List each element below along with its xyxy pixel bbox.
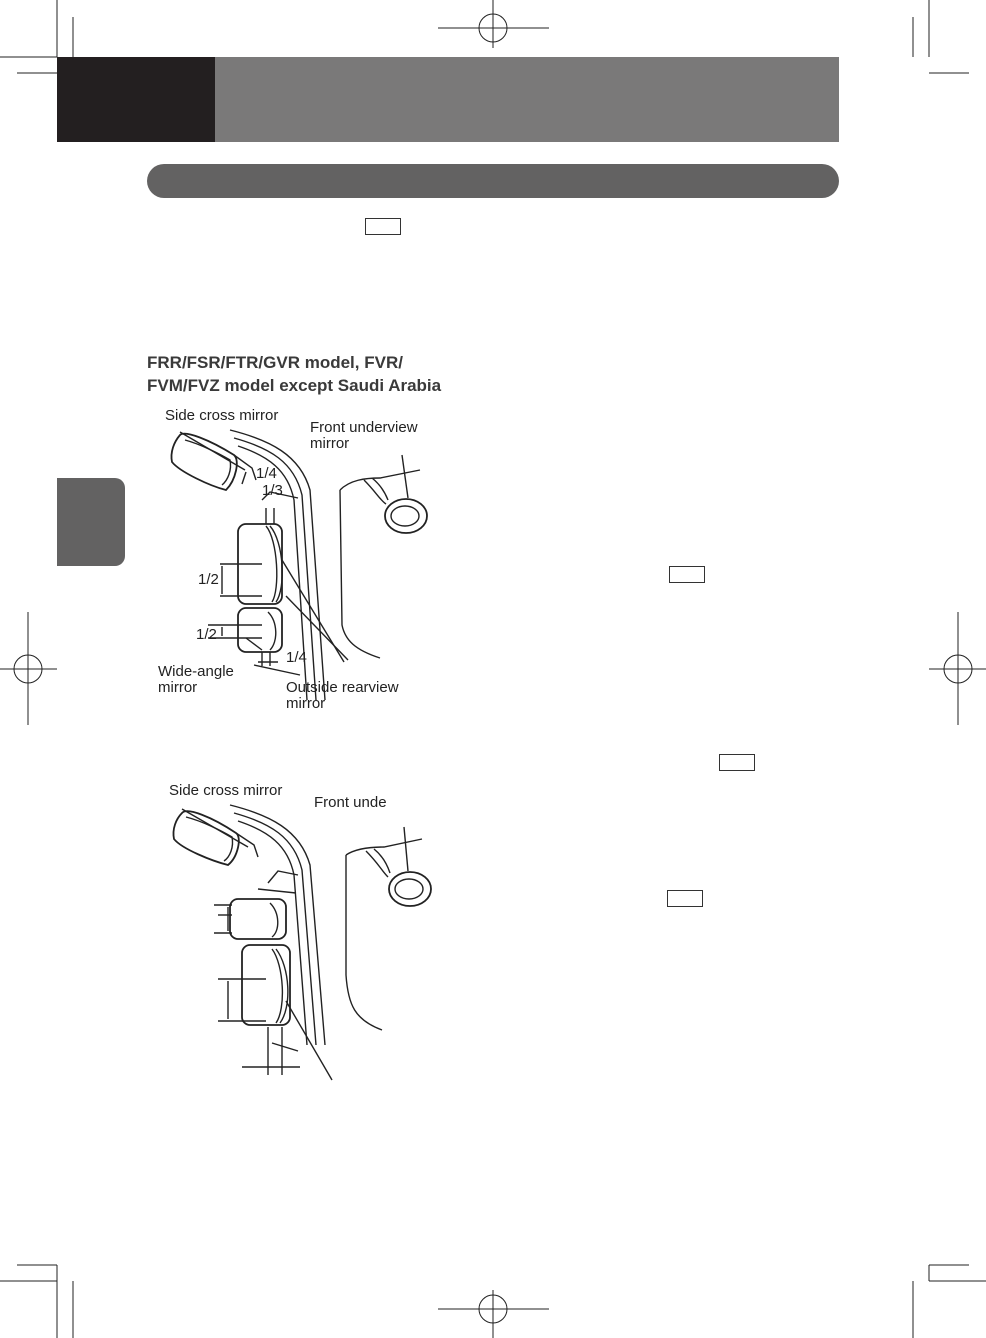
label-wide-angle-1: Wide-angle <box>158 663 234 680</box>
mirror-diagram-2 <box>150 775 450 1085</box>
model-heading-line2: FVM/FVZ model except Saudi Arabia <box>147 376 442 395</box>
label-front-underview-1: Front underview <box>310 419 418 436</box>
chapter-side-tab <box>57 478 125 566</box>
mirror-diagram-1 <box>150 400 450 720</box>
header-chapter-block <box>57 57 215 142</box>
model-heading <box>147 351 487 397</box>
section-title-bar <box>147 164 839 198</box>
label-frac-third: 1/3 <box>262 482 283 499</box>
page-ref-box-4 <box>667 890 703 907</box>
label-frac-quarter-top: 1/4 <box>256 465 277 482</box>
label-wide-angle-2: mirror <box>158 679 198 696</box>
label-front-underview-partial: Front unde <box>314 794 387 811</box>
page-ref-box-1 <box>365 218 401 235</box>
label-frac-quarter-bottom: 1/4 <box>286 649 307 666</box>
header-title-bar <box>215 57 839 142</box>
label-frac-half-lower: 1/2 <box>196 626 217 643</box>
page-ref-box-2 <box>669 566 705 583</box>
label-outside-rearview-2: mirror <box>286 695 326 712</box>
label-front-underview-2: mirror <box>310 435 350 452</box>
label-side-cross-mirror-2: Side cross mirror <box>169 782 283 799</box>
label-frac-half-upper: 1/2 <box>198 571 219 588</box>
page-ref-box-3 <box>719 754 755 771</box>
model-heading-line1: FRR/FSR/FTR/GVR model, FVR/ <box>147 353 403 372</box>
label-side-cross-mirror: Side cross mirror <box>165 407 279 424</box>
label-outside-rearview-1: Outside rearview <box>286 679 399 696</box>
